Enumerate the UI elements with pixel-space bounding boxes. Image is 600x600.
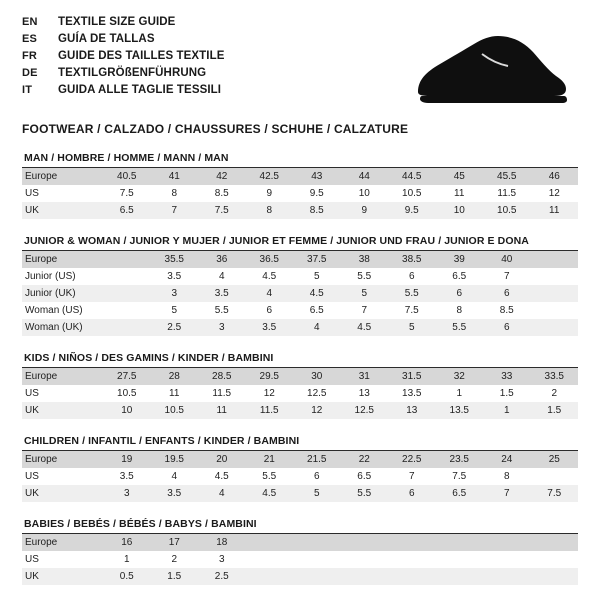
size-cell: 16 (103, 534, 151, 551)
size-cell: 40.5 (103, 168, 151, 185)
table-row (22, 268, 578, 285)
size-cell: 5.5 (388, 285, 436, 302)
size-cell: 11 (198, 402, 246, 419)
language-title: GUIDA ALLE TAGLIE TESSILI (58, 84, 222, 96)
size-cell: 32 (436, 368, 484, 385)
size-cell: 17 (151, 534, 199, 551)
size-cell: 31.5 (388, 368, 436, 385)
size-cell: 4 (293, 319, 341, 336)
size-cell: 19.5 (151, 451, 199, 468)
size-cell: 6 (388, 485, 436, 502)
row-label: Woman (US) (22, 302, 103, 319)
table-row (22, 451, 578, 468)
size-cell: 6 (483, 319, 531, 336)
size-table-block (22, 350, 578, 419)
size-cell: 3.5 (151, 485, 199, 502)
size-cell: 13 (341, 385, 389, 402)
size-table-title: CHILDREN / INFANTIL / ENFANTS / KINDER / BAMBINI (22, 433, 578, 451)
size-cell: 7 (151, 202, 199, 219)
language-row (22, 14, 352, 30)
size-cell: 38 (341, 251, 389, 268)
size-table (22, 534, 578, 585)
table-row (22, 402, 578, 419)
row-label: UK (22, 402, 103, 419)
size-cell: 7 (483, 485, 531, 502)
language-title: TEXTILGRÖßENFÜHRUNG (58, 67, 207, 79)
language-row (22, 65, 352, 81)
row-label: US (22, 468, 103, 485)
size-cell: 6.5 (436, 268, 484, 285)
size-cell (436, 568, 484, 585)
row-label: Europe (22, 168, 103, 185)
size-cell: 8 (246, 202, 294, 219)
size-cell: 4 (198, 485, 246, 502)
size-cell: 2 (151, 551, 199, 568)
size-table-block (22, 233, 578, 336)
table-row (22, 534, 578, 551)
size-cell (436, 534, 484, 551)
table-row (22, 302, 578, 319)
size-cell: 5 (341, 285, 389, 302)
row-label: UK (22, 485, 103, 502)
size-cell: 1.5 (531, 402, 579, 419)
size-cell (293, 534, 341, 551)
size-cell: 3 (151, 285, 199, 302)
size-cell (483, 534, 531, 551)
table-row (22, 251, 578, 268)
size-cell: 12.5 (341, 402, 389, 419)
language-code: ES (22, 33, 38, 45)
table-row (22, 368, 578, 385)
size-cell: 3 (103, 485, 151, 502)
size-cell: 6 (436, 285, 484, 302)
size-cell: 7.5 (436, 468, 484, 485)
size-cell: 12.5 (293, 385, 341, 402)
language-row (22, 82, 352, 98)
size-cell: 2 (531, 385, 579, 402)
table-row (22, 319, 578, 336)
size-cell: 35.5 (151, 251, 199, 268)
size-table (22, 251, 578, 336)
size-cell: 12 (246, 385, 294, 402)
size-cell: 44.5 (388, 168, 436, 185)
row-label: US (22, 551, 103, 568)
size-cell: 7.5 (531, 485, 579, 502)
size-cell: 22.5 (388, 451, 436, 468)
size-table (22, 368, 578, 419)
size-cell (293, 551, 341, 568)
page-title: FOOTWEAR / CALZADO / CHAUSSURES / SCHUHE / CALZATURE (22, 122, 409, 136)
size-cell: 5.5 (436, 319, 484, 336)
size-cell: 13.5 (388, 385, 436, 402)
size-cell: 8.5 (483, 302, 531, 319)
size-cell: 8.5 (198, 185, 246, 202)
row-label: US (22, 185, 103, 202)
size-table-title: JUNIOR & WOMAN / JUNIOR Y MUJER / JUNIOR ET FEMME / JUNIOR UND FRAU / JUNIOR E DONA (22, 233, 578, 251)
size-cell: 8.5 (293, 202, 341, 219)
size-cell: 28 (151, 368, 199, 385)
size-cell: 1 (436, 385, 484, 402)
language-code: IT (22, 84, 33, 96)
size-cell: 7.5 (103, 185, 151, 202)
size-cell: 30 (293, 368, 341, 385)
size-cell: 18 (198, 534, 246, 551)
size-cell: 7 (341, 302, 389, 319)
size-cell: 5.5 (341, 268, 389, 285)
size-cell: 6 (483, 285, 531, 302)
row-label: UK (22, 202, 103, 219)
size-cell: 1 (483, 402, 531, 419)
size-cell: 2.5 (151, 319, 199, 336)
size-cell (246, 568, 294, 585)
language-title: GUÍA DE TALLAS (58, 33, 155, 45)
size-cell: 6.5 (341, 468, 389, 485)
size-cell (531, 302, 579, 319)
size-cell (388, 551, 436, 568)
size-cell: 11.5 (198, 385, 246, 402)
row-label: UK (22, 568, 103, 585)
table-row (22, 168, 578, 185)
size-cell: 12 (293, 402, 341, 419)
size-cell (531, 268, 579, 285)
table-row (22, 485, 578, 502)
size-cell: 4.5 (293, 285, 341, 302)
size-cell: 20 (198, 451, 246, 468)
size-cell: 1.5 (483, 385, 531, 402)
size-cell: 36.5 (246, 251, 294, 268)
size-cell (103, 268, 151, 285)
size-cell (531, 534, 579, 551)
size-cell: 8 (151, 185, 199, 202)
size-table-title: MAN / HOMBRE / HOMME / MANN / MAN (22, 150, 578, 168)
size-cell: 13.5 (436, 402, 484, 419)
size-cell: 10 (436, 202, 484, 219)
size-cell: 21.5 (293, 451, 341, 468)
size-cell: 46 (531, 168, 579, 185)
size-cell: 31 (341, 368, 389, 385)
size-cell: 3.5 (151, 268, 199, 285)
size-cell (483, 568, 531, 585)
size-cell (103, 319, 151, 336)
dress-shoe-icon (378, 30, 568, 110)
size-cell: 6.5 (293, 302, 341, 319)
size-cell: 10.5 (151, 402, 199, 419)
size-cell (436, 551, 484, 568)
row-label: Junior (US) (22, 268, 103, 285)
table-row (22, 468, 578, 485)
size-cell: 37.5 (293, 251, 341, 268)
size-cell: 21 (246, 451, 294, 468)
size-cell: 12 (531, 185, 579, 202)
size-cell: 24 (483, 451, 531, 468)
size-cell: 3 (198, 551, 246, 568)
size-cell: 3 (198, 319, 246, 336)
size-cell: 7 (388, 468, 436, 485)
language-code: DE (22, 67, 38, 79)
size-cell: 11 (151, 385, 199, 402)
size-cell: 6 (293, 468, 341, 485)
size-cell (531, 251, 579, 268)
size-cell: 10 (103, 402, 151, 419)
size-cell: 45 (436, 168, 484, 185)
language-title: GUIDE DES TAILLES TEXTILE (58, 50, 225, 62)
size-cell: 4 (198, 268, 246, 285)
size-cell: 8 (436, 302, 484, 319)
size-table-title: KIDS / NIÑOS / DES GAMINS / KINDER / BAMBINI (22, 350, 578, 368)
size-table-block (22, 433, 578, 502)
size-cell (388, 534, 436, 551)
size-cell: 9.5 (388, 202, 436, 219)
language-title-list (22, 14, 352, 98)
size-cell: 6 (388, 268, 436, 285)
size-cell: 11 (531, 202, 579, 219)
language-row (22, 48, 352, 64)
row-label: Europe (22, 534, 103, 551)
size-cell: 45.5 (483, 168, 531, 185)
size-cell: 7.5 (198, 202, 246, 219)
document-header (22, 14, 578, 110)
size-table (22, 168, 578, 219)
size-cell: 5.5 (246, 468, 294, 485)
size-cell: 5 (151, 302, 199, 319)
size-cell (103, 302, 151, 319)
size-cell: 4.5 (341, 319, 389, 336)
size-cell: 5.5 (341, 485, 389, 502)
size-cell: 42 (198, 168, 246, 185)
size-cell (388, 568, 436, 585)
size-cell: 13 (388, 402, 436, 419)
size-cell: 7 (483, 268, 531, 285)
size-cell: 2.5 (198, 568, 246, 585)
size-cell: 1.5 (151, 568, 199, 585)
size-cell (246, 551, 294, 568)
size-cell: 4 (246, 285, 294, 302)
language-code: EN (22, 16, 38, 28)
size-cell (341, 551, 389, 568)
size-cell: 6.5 (103, 202, 151, 219)
size-cell: 36 (198, 251, 246, 268)
size-table-title: BABIES / BEBÉS / BÉBÉS / BABYS / BAMBINI (22, 516, 578, 534)
size-cell (531, 285, 579, 302)
size-cell: 10.5 (388, 185, 436, 202)
size-cell: 23.5 (436, 451, 484, 468)
size-cell: 6.5 (436, 485, 484, 502)
size-table-block (22, 516, 578, 585)
size-cell (531, 319, 579, 336)
row-label: Junior (UK) (22, 285, 103, 302)
size-table (22, 451, 578, 502)
size-cell: 5 (293, 268, 341, 285)
size-cell: 10 (341, 185, 389, 202)
table-row (22, 568, 578, 585)
size-cell: 44 (341, 168, 389, 185)
size-cell: 10.5 (483, 202, 531, 219)
size-cell: 5.5 (198, 302, 246, 319)
row-label: US (22, 385, 103, 402)
table-row (22, 202, 578, 219)
size-cell: 33 (483, 368, 531, 385)
size-cell: 3.5 (103, 468, 151, 485)
row-label: Europe (22, 251, 103, 268)
size-cell: 8 (483, 468, 531, 485)
size-cell: 11 (436, 185, 484, 202)
size-cell (103, 251, 151, 268)
row-label: Europe (22, 451, 103, 468)
table-row (22, 551, 578, 568)
size-cell: 6 (246, 302, 294, 319)
table-row (22, 285, 578, 302)
size-cell: 3.5 (198, 285, 246, 302)
size-cell (531, 468, 579, 485)
table-row (22, 185, 578, 202)
size-cell: 3.5 (246, 319, 294, 336)
size-cell: 19 (103, 451, 151, 468)
size-cell: 28.5 (198, 368, 246, 385)
size-cell (341, 534, 389, 551)
size-cell: 25 (531, 451, 579, 468)
size-cell (531, 568, 579, 585)
size-cell: 5 (293, 485, 341, 502)
size-cell: 11.5 (246, 402, 294, 419)
size-cell: 9 (341, 202, 389, 219)
size-cell (483, 551, 531, 568)
size-cell (341, 568, 389, 585)
size-cell: 38.5 (388, 251, 436, 268)
size-cell: 39 (436, 251, 484, 268)
size-table-block (22, 150, 578, 219)
size-cell: 4.5 (246, 485, 294, 502)
row-label: Woman (UK) (22, 319, 103, 336)
size-cell (531, 551, 579, 568)
size-cell: 5 (388, 319, 436, 336)
size-cell: 42.5 (246, 168, 294, 185)
size-cell: 4.5 (246, 268, 294, 285)
size-cell: 41 (151, 168, 199, 185)
language-row (22, 31, 352, 47)
size-cell: 43 (293, 168, 341, 185)
language-code: FR (22, 50, 38, 62)
size-cell: 29.5 (246, 368, 294, 385)
size-cell: 40 (483, 251, 531, 268)
size-cell: 1 (103, 551, 151, 568)
language-title: TEXTILE SIZE GUIDE (58, 16, 176, 28)
size-cell: 4.5 (198, 468, 246, 485)
size-cell: 10.5 (103, 385, 151, 402)
size-cell: 9 (246, 185, 294, 202)
size-cell: 4 (151, 468, 199, 485)
size-cell: 11.5 (483, 185, 531, 202)
size-cell: 27.5 (103, 368, 151, 385)
table-row (22, 385, 578, 402)
size-cell: 9.5 (293, 185, 341, 202)
size-tables-container (22, 150, 578, 585)
size-cell: 7.5 (388, 302, 436, 319)
size-cell: 22 (341, 451, 389, 468)
size-cell (103, 285, 151, 302)
size-cell: 0.5 (103, 568, 151, 585)
size-cell (293, 568, 341, 585)
size-cell (246, 534, 294, 551)
size-cell: 33.5 (531, 368, 579, 385)
row-label: Europe (22, 368, 103, 385)
